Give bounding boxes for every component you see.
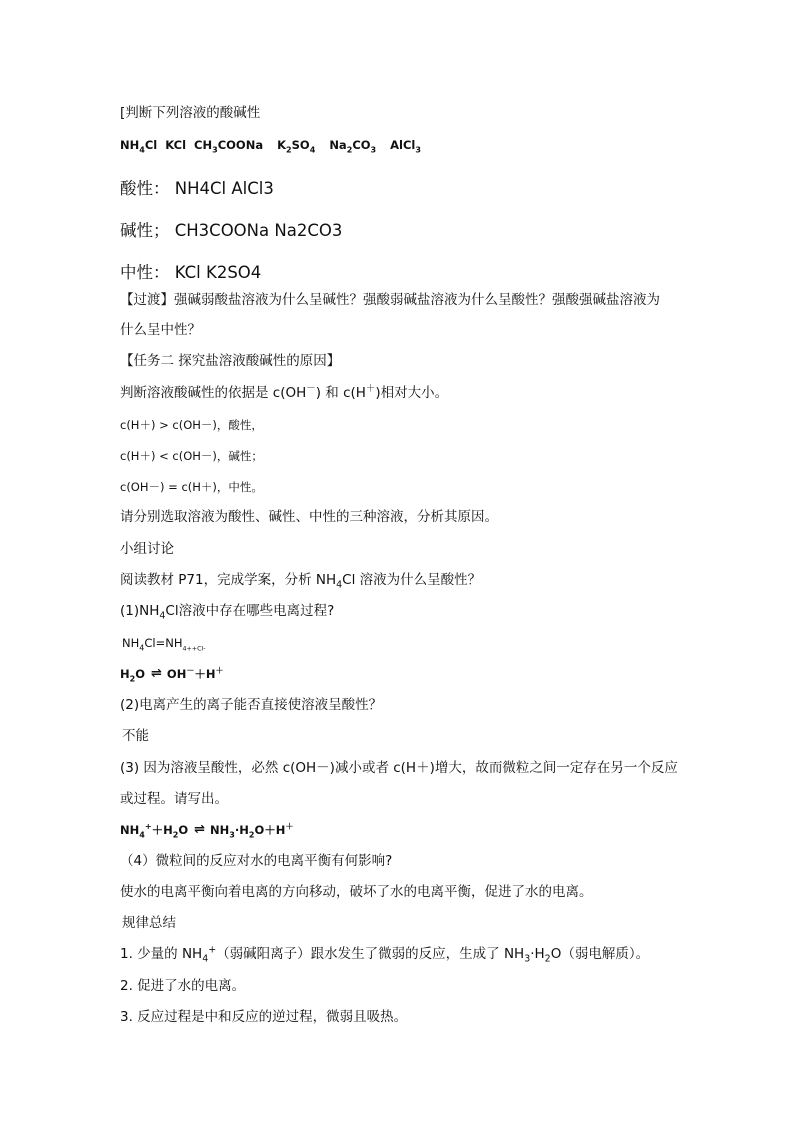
acidic-answer: 酸性： NH4Cl AlCl3	[120, 179, 274, 198]
salt-list: $NH_4Cl$ KCl $CH_3COONa$ $K_2SO_4$ $Na_2CO_3$ AlCl$_3$	[120, 138, 421, 155]
question-2: (2)电离产生的离子能否直接使溶液呈酸性？	[120, 697, 383, 713]
question-1: $(1)NH_4Cl$溶液中存在哪些电离过程?	[120, 603, 335, 622]
summary-point-3: 3. 反应过程是中和反应的逆过程，微弱且吸热。	[120, 1009, 408, 1025]
criterion-text: 判断溶液酸碱性的依据是 c(OH－) 和 c(H＋)相对大小。	[120, 383, 449, 401]
question-3-cont: 或过程。请写出。	[120, 791, 228, 807]
instruction-text: 请分别选取溶液为酸性、碱性、中性的三种溶液，分析其原因。	[120, 509, 498, 525]
transition-text: 【过渡】强碱弱酸盐溶液为什么呈碱性？强酸弱碱盐溶液为什么呈酸性？强酸强碱盐溶液为	[120, 292, 660, 308]
basic-condition: c(H＋) < c(OH－)，碱性；	[120, 449, 263, 463]
water-ionization-equation: $H_2O$ ⇌ OH－＋H＋	[120, 666, 224, 684]
ionization-equation: $NH_4Cl=NH_{4++Cl-}$	[122, 636, 206, 653]
summary-point-1: 1. 少量的 $NH_4^+$（弱碱阳离子）跟水发生了微弱的反应，生成了 $NH_3\cdot H_2O$（弱电解质）。	[120, 944, 650, 965]
task-two-heading: 【任务二 探究盐溶液酸碱性的原因】	[120, 353, 341, 369]
hydrolysis-equation: $NH_4^++H_2O$ ⇌ $NH_3\cdot H_2O+H^+$	[120, 822, 294, 840]
exercise-heading: [判断下列溶液的酸碱性	[120, 105, 261, 121]
summary-point-2: 2. 促进了水的电离。	[120, 978, 246, 994]
transition-text-cont: 什么呈中性？	[120, 322, 201, 338]
acidic-condition: c(H＋) > c(OH－)，酸性，	[120, 418, 263, 432]
group-discussion: 小组讨论	[120, 541, 174, 557]
reading-task: 阅读教材 P71，完成学案，分析 $NH_4Cl$ 溶液为什么呈酸性？	[120, 572, 482, 591]
neutral-condition: c(OH－) = c(H＋)，中性。	[120, 480, 263, 494]
basic-answer: 碱性； CH3COONa Na2CO3	[120, 221, 343, 240]
summary-heading: 规律总结	[122, 915, 176, 931]
question-4: （4）微粒间的反应对水的电离平衡有何影响?	[120, 853, 393, 869]
answer-2: 不能	[122, 728, 149, 744]
equilibrium-arrow-icon: ⇌	[194, 822, 205, 837]
question-3: (3) 因为溶液呈酸性，必然 c(OH－)减小或者 c(H＋)增大，故而微粒之间一定存在另一个反应	[120, 760, 678, 776]
equilibrium-arrow-icon: ⇌	[151, 666, 161, 681]
answer-4: 使水的电离平衡向着电离的方向移动，破坏了水的电离平衡，促进了水的电离。	[120, 884, 593, 900]
neutral-answer: 中性： KCl K2SO4	[120, 263, 262, 282]
